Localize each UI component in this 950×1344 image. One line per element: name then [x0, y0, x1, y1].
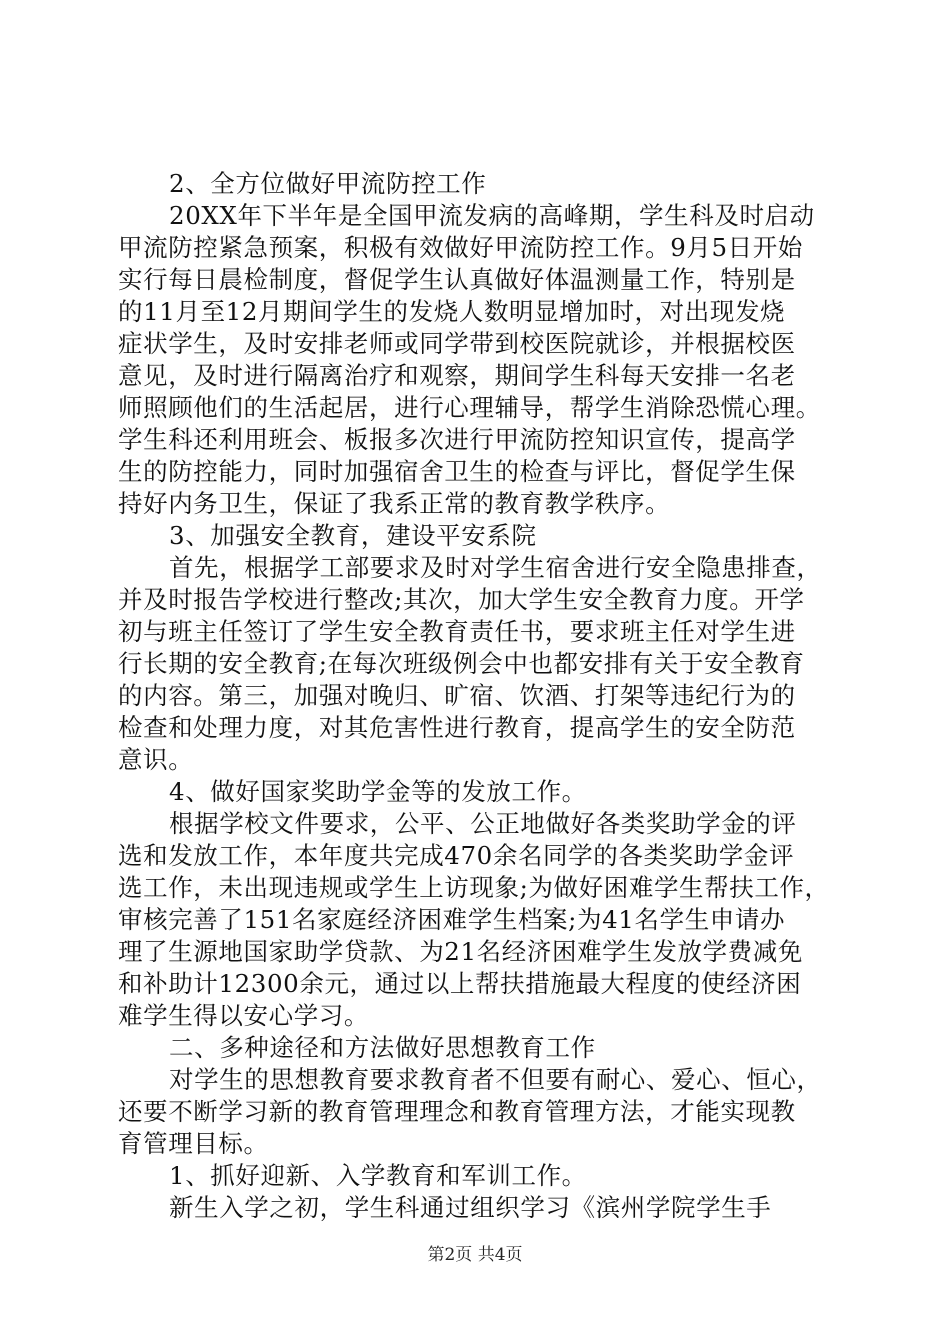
text-line: 初与班主任签订了学生安全教育责任书，要求班主任对学生进	[118, 617, 796, 646]
text-line: 二、多种途径和方法做好思想教育工作	[169, 1033, 596, 1062]
text-line: 理了生源地国家助学贷款、为21名经济困难学生发放学费减免	[118, 937, 803, 966]
page-number-footer: 第2页 共4页	[427, 1245, 523, 1265]
text-line: 意见，及时进行隔离治疗和观察，期间学生科每天安排一名老	[118, 361, 796, 390]
text-line: 实行每日晨检制度，督促学生认真做好体温测量工作，特别是	[118, 265, 796, 294]
text-line: 的11月至12月期间学生的发烧人数明显增加时，对出现发烧	[118, 297, 786, 326]
text-line: 首先，根据学工部要求及时对学生宿舍进行安全隐患排查，	[169, 553, 822, 582]
text-line: 的内容。第三，加强对晚归、旷宿、饮酒、打架等违纪行为的	[118, 681, 796, 710]
text-line: 1、抓好迎新、入学教育和军训工作。	[169, 1161, 587, 1190]
text-line: 还要不断学习新的教育管理理念和教育管理方法，才能实现教	[118, 1097, 796, 1126]
text-line: 持好内务卫生，保证了我系正常的教育教学秩序。	[118, 489, 671, 518]
text-line: 3、加强安全教育，建设平安系院	[169, 521, 537, 550]
text-line: 选工作，未出现违规或学生上访现象;为做好困难学生帮扶工作，	[118, 873, 830, 902]
text-line: 学生科还利用班会、板报多次进行甲流防控知识宣传，提高学	[118, 425, 796, 454]
text-line: 生的防控能力，同时加强宿舍卫生的检查与评比，督促学生保	[118, 457, 796, 486]
text-line: 行长期的安全教育;在每次班级例会中也都安排有关于安全教育	[118, 649, 805, 678]
text-line: 对学生的思想教育要求教育者不但要有耐心、爱心、恒心，	[169, 1065, 822, 1094]
text-line: 师照顾他们的生活起居，进行心理辅导，帮学生消除恐慌心理。	[118, 393, 821, 422]
text-line: 20XX年下半年是全国甲流发病的高峰期，学生科及时启动	[169, 201, 815, 230]
text-line: 新生入学之初，学生科通过组织学习《滨州学院学生手	[169, 1193, 772, 1222]
text-line: 审核完善了151名家庭经济困难学生档案;为41名学生申请办	[118, 905, 786, 934]
text-line: 甲流防控紧急预案，积极有效做好甲流防控工作。9月5日开始	[118, 233, 803, 262]
text-line: 育管理目标。	[118, 1129, 269, 1158]
text-line: 检查和处理力度，对其危害性进行教育，提高学生的安全防范	[118, 713, 796, 742]
text-line: 难学生得以安心学习。	[118, 1001, 369, 1030]
text-line: 根据学校文件要求，公平、公正地做好各类奖助学金的评	[169, 809, 797, 838]
document-body	[118, 168, 838, 1224]
text-line: 4、做好国家奖助学金等的发放工作。	[169, 777, 587, 806]
text-line: 意识。	[118, 745, 194, 774]
text-line: 并及时报告学校进行整改;其次，加大学生安全教育力度。开学	[118, 585, 805, 614]
text-line: 和补助计12300余元，通过以上帮扶措施最大程度的使经济困	[118, 969, 802, 998]
text-line: 症状学生，及时安排老师或同学带到校医院就诊，并根据校医	[118, 329, 796, 358]
text-line: 2、全方位做好甲流防控工作	[169, 169, 487, 198]
text-line: 选和发放工作，本年度共完成470余名同学的各类奖助学金评	[118, 841, 795, 870]
